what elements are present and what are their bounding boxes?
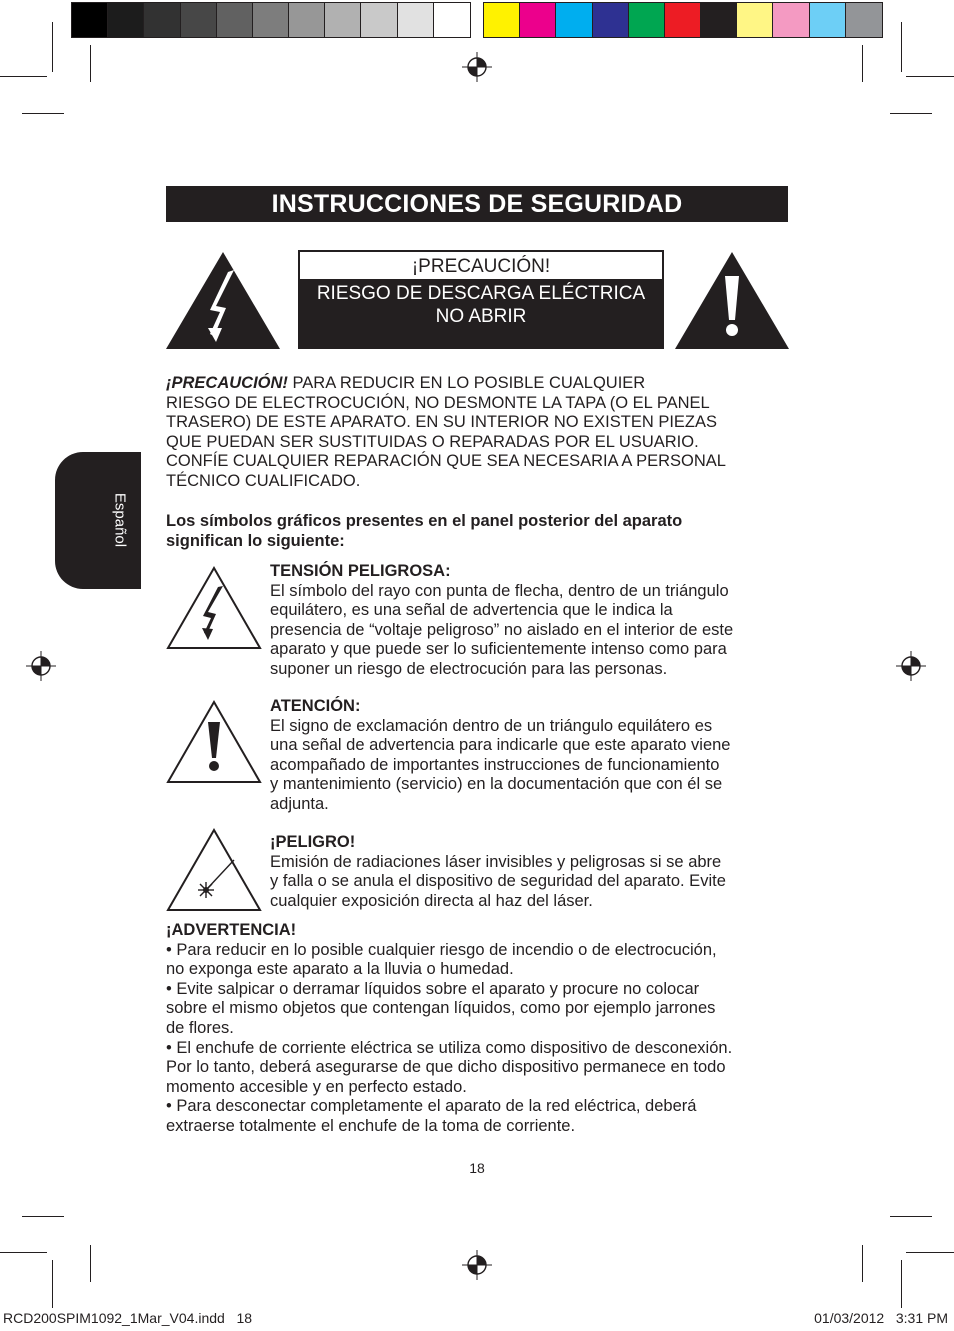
language-tab-label: Español — [111, 492, 129, 548]
footer-file-name: RCD200SPIM1092_1Mar_V04.indd 18 — [3, 1310, 253, 1326]
crop-mark — [862, 45, 863, 82]
text-line: Emisión de radiaciones láser invisibles y peligrosas si se abre — [270, 852, 722, 871]
crop-mark — [52, 22, 53, 72]
tension-section — [270, 562, 790, 680]
text-line: sobre el mismo objetos que contengan líquidos, como por ejemplo jarrones — [166, 999, 716, 1018]
color-swatch — [72, 3, 108, 37]
page-number: 18 — [469, 1160, 485, 1176]
text-line: una señal de advertencia para indicarle que este aparato viene — [270, 736, 731, 755]
color-swatch — [556, 3, 592, 37]
color-swatch — [253, 3, 289, 37]
color-swatch — [846, 3, 882, 37]
caution-box — [298, 250, 664, 349]
text-line: • Para desconectar completamente el aparato de la red eléctrica, deberá — [166, 1097, 697, 1116]
color-swatch — [701, 3, 737, 37]
color-swatch — [325, 3, 361, 37]
text-line: Los símbolos gráficos presentes en el panel posterior del aparato — [166, 512, 683, 530]
registration-mark-icon — [462, 1250, 492, 1280]
color-swatch — [810, 3, 846, 37]
color-swatch — [289, 3, 325, 37]
text-line: adjunta. — [270, 794, 329, 813]
text-line: • Evite salpicar o derramar líquidos sobre el aparato y procure no colocar — [166, 979, 700, 998]
exclamation-warning-icon — [673, 250, 791, 350]
lightning-warning-icon — [164, 250, 282, 350]
color-swatch — [217, 3, 253, 37]
registration-mark-icon — [26, 651, 56, 681]
crop-mark — [0, 76, 47, 77]
text-line: TRASERO) DE ESTE APARATO. EN SU INTERIOR NO EXISTEN PIEZAS — [166, 413, 718, 432]
text-line: QUE PUEDAN SER SUSTITUIDAS O REPARADAS POR EL USUARIO. — [166, 432, 699, 451]
text-line: presencia de “voltaje peligroso” no aislado en el interior de este — [270, 620, 734, 639]
text-line: y falla o se anula el dispositivo de seguridad del aparato. Evite — [270, 872, 726, 891]
color-swatch — [181, 3, 217, 37]
section-heading: ¡PELIGRO! — [270, 833, 356, 851]
symbols-intro — [166, 512, 791, 551]
color-swatch — [593, 3, 629, 37]
footer-date: 01/03/2012 3:31 PM — [814, 1310, 948, 1326]
text-line: • El enchufe de corriente eléctrica se utiliza como dispositivo de desconexión. — [166, 1038, 733, 1057]
color-swatch — [484, 3, 520, 37]
text-line: • Para reducir en lo posible cualquier riesgo de incendio o de electrocución, — [166, 940, 717, 959]
color-swatch — [737, 3, 773, 37]
registration-mark-icon — [462, 52, 492, 82]
text-line: Por lo tanto, deberá asegurarse de que dicho dispositivo permanece en todo — [166, 1058, 726, 1077]
text-line: equilátero, es una señal de advertencia que le indica la — [270, 601, 673, 620]
peligro-section — [270, 833, 790, 911]
text-line: significan lo siguiente: — [166, 531, 345, 550]
color-swatch — [361, 3, 397, 37]
text-line: TÉCNICO CUALIFICADO. — [166, 471, 361, 490]
atencion-section — [270, 697, 790, 815]
exclamation-outline-icon — [166, 700, 262, 784]
text-line: El símbolo del rayo con punta de flecha, dentro de un triángulo — [270, 581, 729, 600]
registration-mark-icon — [896, 651, 926, 681]
color-swatch — [773, 3, 809, 37]
crop-mark — [0, 1252, 47, 1253]
text-line: no exponga este aparato a la lluvia o humedad. — [166, 960, 514, 979]
crop-mark — [906, 1252, 954, 1253]
color-swatch — [144, 3, 180, 37]
text-line: extraerse totalmente el enchufe de la toma de corriente. — [166, 1116, 576, 1135]
color-swatch — [665, 3, 701, 37]
text-line: y mantenimiento (servicio) en la documentación que con él se — [270, 775, 723, 794]
text-line: CONFÍE CUALQUIER REPARACIÓN QUE SEA NECESARIA A PERSONAL — [166, 452, 726, 471]
precaution-paragraph — [166, 374, 791, 492]
crop-mark — [890, 113, 932, 114]
text-line: RIESGO DE ELECTROCUCIÓN, NO DESMONTE LA TAPA (O EL PANEL — [166, 393, 710, 412]
section-heading: ¡ADVERTENCIA! — [166, 921, 297, 939]
section-heading: TENSIÓN PELIGROSA: — [270, 562, 451, 580]
crop-mark — [906, 76, 954, 77]
page-title: INSTRUCCIONES DE SEGURIDAD — [166, 186, 788, 222]
caution-title: ¡PRECAUCIÓN! — [300, 252, 662, 279]
crop-mark — [22, 113, 64, 114]
text-line: acompañado de importantes instrucciones de funcionamiento — [270, 755, 720, 774]
crop-mark — [862, 1245, 863, 1282]
crop-mark — [22, 1216, 64, 1217]
gray-color-bar — [71, 2, 471, 38]
color-swatch — [520, 3, 556, 37]
precaution-label: ¡PRECAUCIÓN! — [166, 374, 288, 392]
text-line: de flores. — [166, 1018, 234, 1037]
text-line: El signo de exclamación dentro de un triángulo equilátero es — [270, 716, 713, 735]
text-line: PARA REDUCIR EN LO POSIBLE CUALQUIER — [292, 374, 646, 392]
text-line: aparato y que puede ser lo suficientemente intenso como para — [270, 640, 727, 659]
lightning-outline-icon — [166, 566, 262, 650]
crop-mark — [90, 1245, 91, 1282]
crop-mark — [901, 1260, 902, 1308]
text-line: momento accesible y en perfecto estado. — [166, 1077, 467, 1096]
crop-mark — [52, 1260, 53, 1308]
crop-mark — [901, 22, 902, 72]
caution-line: NO ABRIR — [435, 306, 527, 327]
text-line: suponer un riesgo de electrocución para las personas. — [270, 659, 668, 678]
color-swatch — [629, 3, 665, 37]
crop-mark — [90, 45, 91, 82]
advertencia-section — [166, 921, 796, 1137]
laser-warning-icon — [166, 828, 262, 912]
process-color-bar — [483, 2, 883, 38]
color-swatch — [434, 3, 470, 37]
color-swatch — [398, 3, 434, 37]
text-line: cualquier exposición directa al haz del láser. — [270, 891, 593, 910]
color-swatch — [108, 3, 144, 37]
crop-mark — [890, 1216, 932, 1217]
caution-line: RIESGO DE DESCARGA ELÉCTRICA — [316, 283, 646, 304]
section-heading: ATENCIÓN: — [270, 697, 361, 715]
